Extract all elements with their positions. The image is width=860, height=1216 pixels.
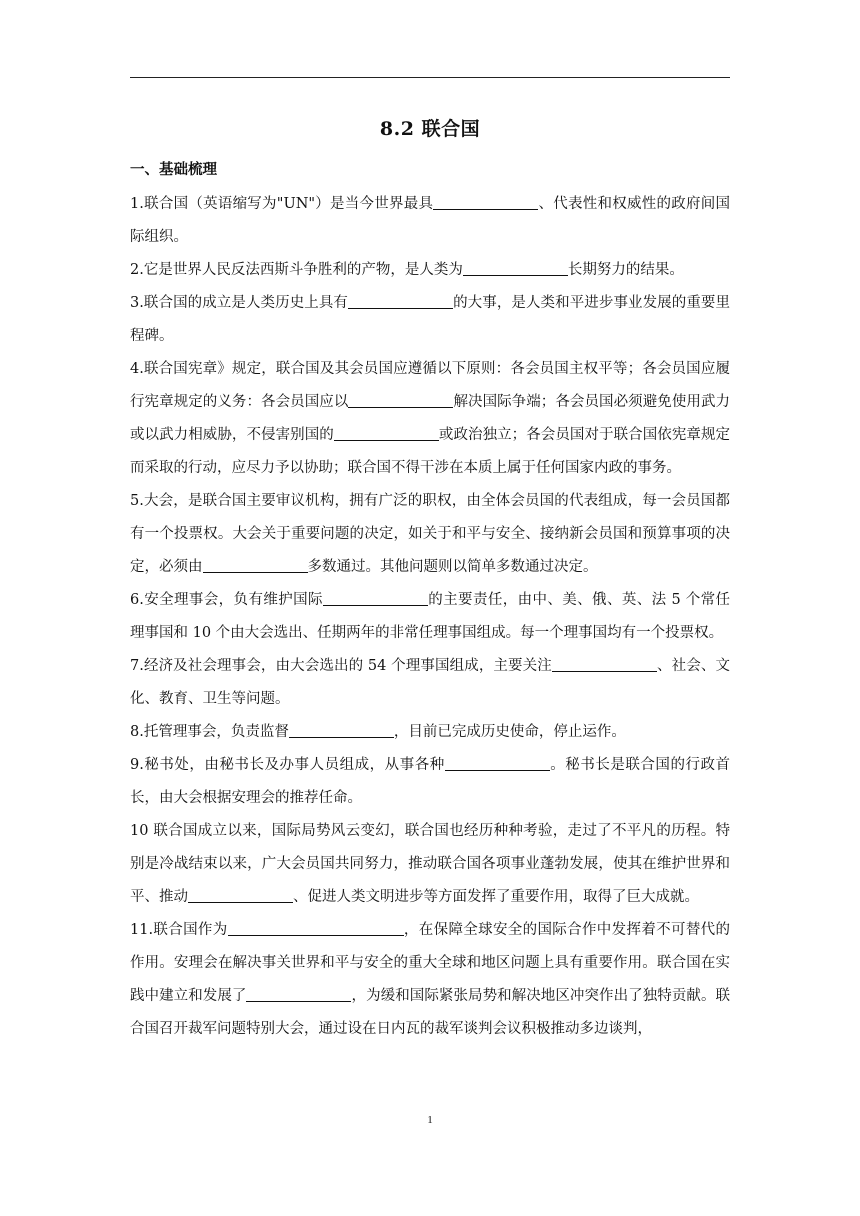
page-number: 1: [427, 1114, 433, 1126]
answer-blank[interactable]: [334, 426, 439, 441]
answer-blank[interactable]: [348, 393, 453, 408]
answer-blank[interactable]: [203, 558, 308, 573]
answer-blank[interactable]: [289, 723, 394, 738]
answer-blank[interactable]: [463, 261, 568, 276]
header-rule: [130, 77, 730, 78]
question-4: 4.联合国宪章》规定，联合国及其会员国应遵循以下原则：各会员国主权平等；各会员国应履行宪章规定的义务：各会员国应以 解决国际争端；各会员国必须避免使用武力或以武力相威胁，不侵害别国的 或政治独立；各会员国对于联合国依宪章规定而采取的行动，应尽力予以协助；联合国不得干涉在本质上属于任何国家内政的事务。: [130, 361, 731, 476]
answer-blank[interactable]: [445, 756, 550, 771]
answer-blank[interactable]: [323, 591, 428, 606]
answer-blank[interactable]: [433, 195, 538, 210]
answer-blank[interactable]: [228, 921, 404, 936]
question-7: 7.经济及社会理事会，由大会选出的 54 个理事国组成，主要关注 、社会、文化、教育、卫生等问题。: [130, 658, 730, 707]
section-heading: 一、基础梳理: [130, 161, 217, 178]
question-3: 3.联合国的成立是人类历史上具有 的大事，是人类和平进步事业发展的重要里程碑。: [130, 295, 730, 344]
answer-blank[interactable]: [246, 987, 351, 1002]
question-8: 8.托管理事会，负责监督 ，目前已完成历史使命，停止运作。: [130, 724, 626, 740]
question-5: 5.大会，是联合国主要审议机构，拥有广泛的职权，由全体会员国的代表组成，每一会员国都有一个投票权。大会关于重要问题的决定，如关于和平与安全、接纳新会员国和预算事项的决定，必须由 多数通过。其他问题则以简单多数通过决定。: [130, 493, 730, 575]
question-11: 11.联合国作为 ，在保障全球安全的国际合作中发挥着不可替代的作用。安理会在解决事关世界和平与安全的重大全球和地区问题上具有重要作用。联合国在实践中建立和发展了 ，为缓和国际紧张局势和解决地区冲突作出了独特贡献。联合国召开裁军问题特别大会，通过设在日内瓦的裁军谈判会议积极推动多边谈判，: [130, 922, 731, 1037]
answer-blank[interactable]: [552, 657, 657, 672]
question-2: 2.它是世界人民反法西斯斗争胜利的产物，是人类为 长期努力的结果。: [130, 262, 684, 278]
page-title: 8.2 联合国: [379, 118, 481, 140]
question-9: 9.秘书处，由秘书长及办事人员组成，从事各种 。秘书长是联合国的行政首长，由大会根据安理会的推荐任命。: [130, 757, 731, 806]
question-6: 6.安全理事会，负有维护国际 的主要责任，由中、美、俄、英、法 5 个常任理事国和 10 个由大会选出、任期两年的非常任理事国组成。每一个理事国均有一个投票权。: [130, 592, 730, 641]
answer-blank[interactable]: [348, 294, 453, 309]
question-10: 10 联合国成立以来，国际局势风云变幻，联合国也经历种种考验，走过了不平凡的历程。特别是冷战结束以来，广大会员国共同努力，推动联合国各项事业蓬勃发展，使其在维护世界和平、推动 、促进人类文明进步等方面发挥了重要作用，取得了巨大成就。: [130, 823, 730, 905]
question-list: [130, 188, 730, 1046]
question-1: 1.联合国（英语缩写为"UN"）是当今世界最具 、代表性和权威性的政府间国际组织。: [130, 196, 730, 245]
answer-blank[interactable]: [188, 888, 293, 903]
